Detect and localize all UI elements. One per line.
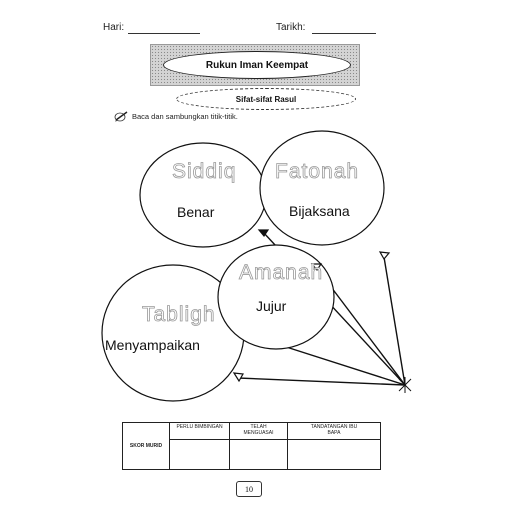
score-cell-telah-menguasai[interactable] [230,423,288,470]
knot-tabligh [234,373,243,381]
column-header-perlu-bimbingan: PERLU BIMBINGAN [170,423,229,440]
trace-word-amanah: Amanah [239,261,324,284]
trace-word-tabligh: Tabligh [142,303,216,326]
tarikh-label: Tarikh: [276,22,306,33]
knot-fatonah [380,252,389,259]
meaning-menyampaikan: Menyampaikan [105,337,200,353]
column-header-tandatangan: TANDATANGAN IBU BAPA [288,423,380,440]
score-table [122,422,381,470]
score-cell-perlu-bimbingan[interactable] [170,423,230,470]
page-title: Rukun Iman Keempat [163,51,351,79]
page-number: 10 [236,481,262,497]
instruction-text: Baca dan sambungkan titik-titik. [132,112,238,121]
trace-word-fatonah: Fatonah [275,160,360,183]
meaning-benar: Benar [177,204,215,220]
balloon-siddiq [140,143,266,247]
balloon-fatonah [260,131,384,245]
column-header-telah-menguasai: TELAH MENGUASAI [230,423,287,440]
score-row-label: SKOR MURID [123,423,170,470]
score-cell-tandatangan[interactable] [288,423,381,470]
meaning-bijaksana: Bijaksana [289,203,350,219]
meaning-jujur: Jujur [256,298,287,314]
trace-word-siddiq: Siddiq [172,160,237,183]
hari-label: Hari: [103,22,125,33]
page-subtitle: Sifat-sifat Rasul [176,88,356,110]
